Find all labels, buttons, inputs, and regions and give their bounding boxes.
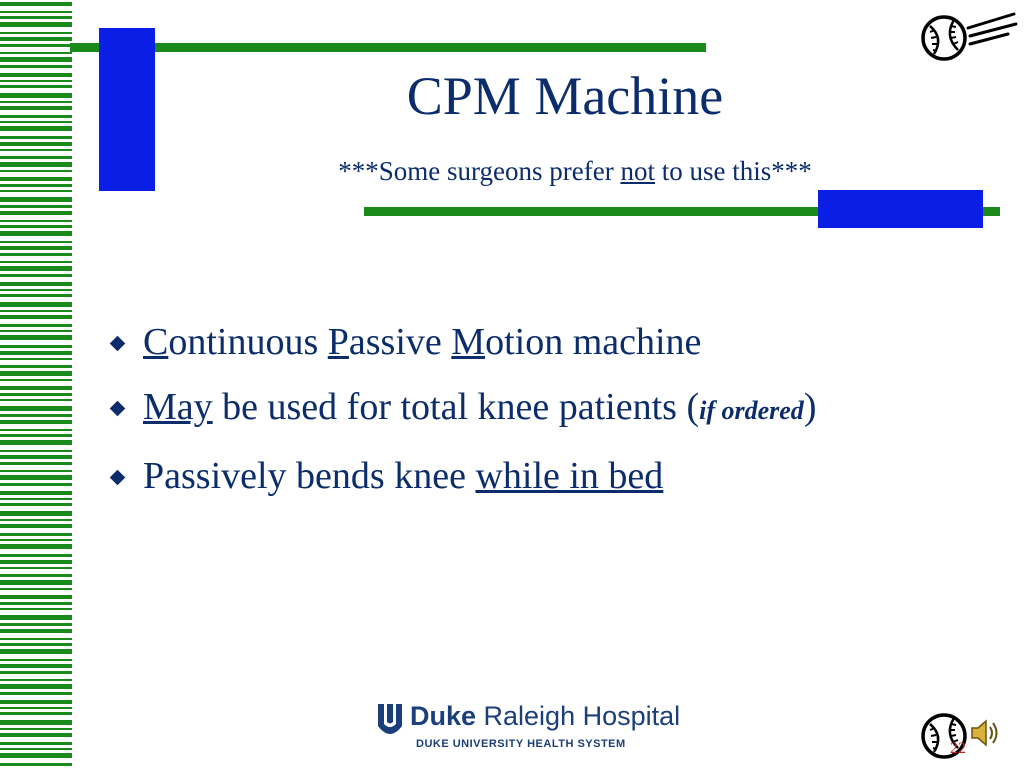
bullet-text: M bbox=[451, 321, 486, 363]
stripe bbox=[0, 638, 72, 640]
stripe bbox=[0, 16, 72, 19]
stripe bbox=[0, 184, 72, 187]
stripe bbox=[0, 671, 72, 674]
stripe bbox=[0, 358, 72, 360]
stripe bbox=[0, 733, 72, 737]
stripe bbox=[0, 65, 72, 68]
stripe bbox=[0, 57, 72, 62]
stripe bbox=[0, 22, 72, 27]
stripe bbox=[0, 345, 72, 348]
duke-raleigh-logo bbox=[376, 700, 681, 756]
stripe bbox=[0, 282, 72, 286]
stripe bbox=[0, 149, 72, 151]
stripe bbox=[0, 85, 72, 88]
stripe bbox=[0, 142, 72, 146]
stripe bbox=[0, 649, 72, 654]
stripe bbox=[0, 753, 72, 758]
stripe bbox=[0, 351, 72, 355]
stripe bbox=[0, 684, 72, 689]
bullet-text: assive bbox=[348, 321, 452, 363]
stripe bbox=[0, 126, 72, 131]
stripe bbox=[0, 462, 72, 465]
bullet-text: Passively bends knee bbox=[143, 455, 476, 497]
stripe bbox=[0, 121, 72, 123]
stripe bbox=[0, 580, 72, 585]
logo-name-rest: Raleigh Hospital bbox=[476, 701, 681, 731]
stripe bbox=[0, 533, 72, 536]
stripe bbox=[0, 73, 72, 77]
stripe bbox=[0, 567, 72, 569]
stripe bbox=[0, 692, 72, 695]
stripe bbox=[0, 720, 72, 725]
stripe bbox=[0, 52, 72, 54]
stripe bbox=[0, 700, 72, 704]
stripe bbox=[0, 475, 72, 480]
stripe bbox=[0, 324, 72, 327]
stripe bbox=[0, 302, 72, 307]
stripe bbox=[0, 712, 72, 715]
stripe bbox=[0, 315, 72, 319]
stripe bbox=[0, 748, 72, 750]
stripe bbox=[0, 498, 72, 500]
bullet-text: C bbox=[143, 321, 169, 363]
bullet-text: otion machine bbox=[485, 321, 702, 363]
stripe bbox=[0, 742, 72, 745]
stripe bbox=[0, 420, 72, 424]
stripe bbox=[0, 136, 72, 139]
stripe bbox=[0, 106, 72, 110]
bullet-text: P bbox=[327, 321, 349, 363]
bullet-item bbox=[108, 318, 1008, 366]
stripe bbox=[0, 763, 72, 766]
stripe bbox=[0, 659, 72, 661]
stripe bbox=[0, 623, 72, 626]
subtitle-underlined-word: not bbox=[620, 156, 655, 186]
stripe bbox=[0, 450, 72, 452]
stripe bbox=[0, 399, 72, 401]
stripe bbox=[0, 205, 72, 208]
stripe bbox=[0, 470, 72, 472]
slide-subtitle bbox=[240, 154, 910, 188]
stripe bbox=[0, 37, 72, 41]
stripe bbox=[0, 595, 72, 599]
bullet-item bbox=[108, 452, 1008, 500]
stripe bbox=[0, 707, 72, 709]
decorative-stripes bbox=[0, 0, 75, 768]
stripe bbox=[0, 310, 72, 312]
diamond-bullet-icon bbox=[110, 470, 126, 486]
stripe bbox=[0, 335, 72, 340]
stripe bbox=[0, 44, 72, 47]
stripe bbox=[0, 511, 72, 516]
stripe bbox=[0, 170, 72, 172]
bullet-list bbox=[108, 318, 1008, 517]
stripe bbox=[0, 440, 72, 445]
stripe bbox=[0, 2, 72, 6]
stripe bbox=[0, 162, 72, 167]
logo-name bbox=[410, 700, 680, 732]
green-bar-top bbox=[70, 43, 706, 52]
speaker-icon[interactable] bbox=[968, 716, 1002, 750]
stripe bbox=[0, 524, 72, 528]
stripe bbox=[0, 629, 72, 633]
stripe bbox=[0, 519, 72, 521]
baseball-icon bbox=[918, 6, 1018, 66]
stripe bbox=[0, 220, 72, 222]
subtitle-text-end: to use this*** bbox=[654, 156, 812, 186]
stripe bbox=[0, 294, 72, 297]
stripe bbox=[0, 11, 72, 13]
stripe bbox=[0, 211, 72, 215]
stripe bbox=[0, 393, 72, 396]
stripe bbox=[0, 574, 72, 577]
bullet-text: be used for total knee patients ( bbox=[212, 386, 700, 428]
stripe bbox=[0, 231, 72, 236]
subtitle-text: ***Some surgeons prefer bbox=[338, 156, 621, 186]
diamond-bullet-icon bbox=[110, 401, 126, 417]
stripe bbox=[0, 177, 72, 181]
bullet-text: ) bbox=[803, 386, 817, 428]
stripe bbox=[0, 643, 72, 646]
stripe bbox=[0, 289, 72, 291]
stripe bbox=[0, 554, 72, 557]
slide-title: CPM Machine bbox=[406, 66, 724, 126]
blue-bar-right bbox=[818, 190, 983, 228]
stripe bbox=[0, 414, 72, 417]
bullet-text: May bbox=[143, 386, 213, 428]
stripe bbox=[0, 225, 72, 228]
stripe bbox=[0, 539, 72, 541]
stripe bbox=[0, 93, 72, 98]
stripe bbox=[0, 274, 72, 277]
stripe bbox=[0, 434, 72, 437]
stripe bbox=[0, 241, 72, 243]
stripe bbox=[0, 246, 72, 250]
stripe bbox=[0, 588, 72, 590]
bullet-item bbox=[108, 383, 1008, 435]
stripe bbox=[0, 602, 72, 605]
stripe bbox=[0, 330, 72, 332]
stripe bbox=[0, 371, 72, 376]
stripe bbox=[0, 190, 72, 192]
stripe bbox=[0, 503, 72, 506]
logo-name-bold: Duke bbox=[410, 701, 477, 731]
stripe bbox=[0, 406, 72, 411]
stripe bbox=[0, 664, 72, 668]
blue-bar-left bbox=[99, 28, 155, 191]
stripe bbox=[0, 455, 72, 459]
stripe bbox=[0, 365, 72, 368]
duke-shield-icon bbox=[376, 702, 404, 740]
logo-subtitle: DUKE UNIVERSITY HEALTH SYSTEM bbox=[416, 738, 626, 750]
bullet-text: ontinuous bbox=[168, 321, 328, 363]
bullet-text: while in bed bbox=[475, 455, 664, 497]
stripe bbox=[0, 429, 72, 431]
bullet-text: if ordered bbox=[699, 396, 804, 425]
stripe bbox=[0, 491, 72, 495]
stripe bbox=[0, 101, 72, 103]
stripe bbox=[0, 156, 72, 159]
diamond-bullet-icon bbox=[110, 336, 126, 352]
stripe bbox=[0, 608, 72, 610]
stripe bbox=[0, 544, 72, 549]
stripe bbox=[0, 80, 72, 82]
stripe bbox=[0, 115, 72, 118]
stripe bbox=[0, 679, 72, 681]
stripe bbox=[0, 728, 72, 730]
stripe bbox=[0, 560, 72, 564]
page-number: 22 bbox=[950, 740, 966, 757]
stripe bbox=[0, 386, 72, 390]
stripe bbox=[0, 197, 72, 202]
stripe bbox=[0, 379, 72, 381]
stripe bbox=[0, 261, 72, 263]
stripe bbox=[0, 32, 72, 34]
stripe bbox=[0, 266, 72, 271]
stripe bbox=[0, 483, 72, 486]
stripe bbox=[0, 615, 72, 620]
stripe bbox=[0, 253, 72, 256]
